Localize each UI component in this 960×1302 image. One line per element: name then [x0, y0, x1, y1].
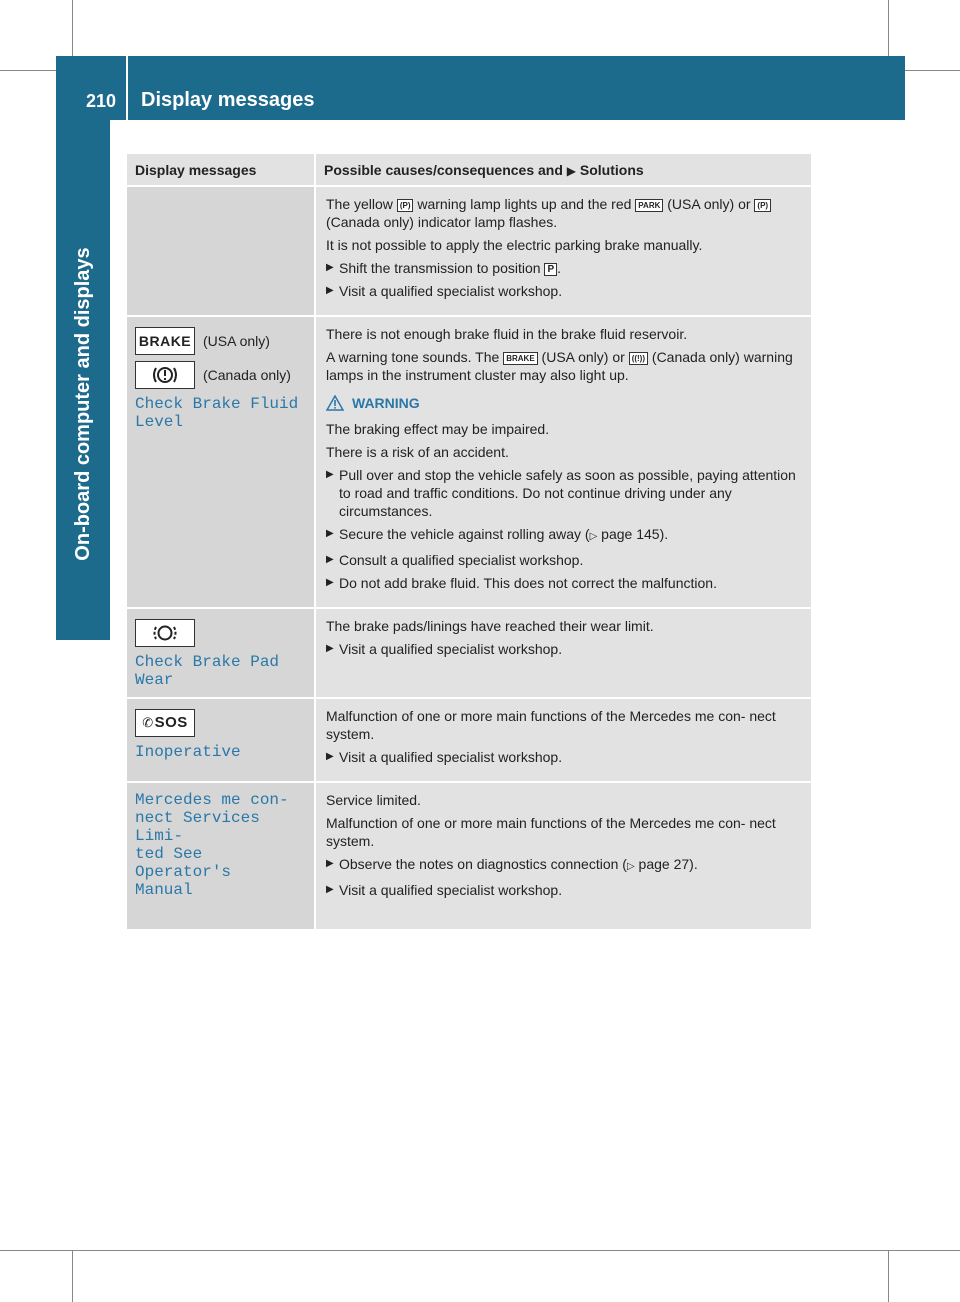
table-row	[127, 608, 811, 698]
text: (Canada only) warning lamps in the instrument cluster may also light up.	[326, 349, 793, 383]
text: .	[557, 260, 561, 276]
text: warning lamp lights up and the red	[417, 196, 632, 212]
brake-pad-symbol-row	[135, 619, 306, 647]
brake-symbol-row	[135, 327, 306, 355]
parking-brake-icon: (P)	[397, 199, 414, 212]
solution-cell	[315, 698, 811, 782]
step-text	[339, 525, 801, 546]
crop-mark	[0, 1250, 960, 1251]
row5-paragraph-1: Service limited.	[326, 792, 421, 808]
display-messages-table	[127, 154, 811, 931]
row4-paragraph-1: Malfunction of one or more main functions of the Mercedes me con- nect system.	[326, 708, 776, 742]
page-reference-link[interactable]: page 27).	[638, 856, 698, 872]
page-reference-link[interactable]: page 145).	[601, 526, 669, 542]
message-text: Check Brake Pad Wear	[135, 653, 280, 689]
step-text	[339, 259, 801, 277]
step-text	[339, 855, 801, 876]
page-number: 210	[86, 91, 117, 111]
step	[326, 574, 801, 592]
solutions-label: Solutions	[579, 161, 644, 178]
solution-cell	[315, 782, 811, 930]
step-arrow-icon: ▶	[326, 262, 334, 273]
text: Secure the vehicle against rolling away (	[339, 526, 590, 542]
column-header-display: Display messages	[127, 154, 315, 186]
message-text: Check Brake Fluid Level	[135, 395, 299, 431]
step-arrow-icon: ▶	[326, 285, 334, 296]
text: The yellow	[326, 196, 393, 212]
text: (USA only) or	[667, 196, 751, 212]
brake-warning-icon	[135, 361, 195, 389]
step-arrow-icon: ▶	[326, 858, 334, 869]
table-row	[127, 186, 811, 316]
row5-paragraph-2: Malfunction of one or more main functions of the Mercedes me con- nect system.	[326, 815, 776, 849]
step-arrow-icon: ▶	[326, 751, 334, 762]
crop-mark	[72, 1250, 73, 1302]
usa-only-label: (USA only)	[203, 333, 270, 349]
step-text: Visit a qualified specialist workshop.	[339, 882, 563, 898]
causes-label: Possible causes/consequences and	[324, 161, 563, 178]
step	[326, 748, 801, 766]
step	[326, 282, 801, 300]
step	[326, 466, 801, 520]
step-arrow-icon: ▶	[326, 884, 334, 895]
warning-heading	[326, 394, 801, 412]
step-arrow-icon: ▶	[326, 554, 334, 565]
canada-only-label: (Canada only)	[203, 367, 291, 383]
crop-mark	[888, 1250, 889, 1302]
step-text: Visit a qualified specialist workshop.	[339, 749, 563, 765]
sos-icon	[135, 709, 195, 737]
message-text: Inoperative	[135, 743, 241, 761]
row1-paragraph	[326, 195, 801, 231]
message-cell	[127, 698, 315, 782]
step	[326, 640, 801, 658]
step-text: Consult a qualified specialist workshop.	[339, 552, 584, 568]
row1-paragraph-2: It is not possible to apply the electric parking brake manually.	[326, 237, 703, 253]
warning-text-2: There is a risk of an accident.	[326, 444, 509, 460]
table-row	[127, 698, 811, 782]
text: A warning tone sounds. The	[326, 349, 500, 365]
message-cell	[127, 608, 315, 698]
step-arrow-icon: ▶	[326, 528, 334, 539]
brake-symbol: BRAKE	[503, 352, 537, 365]
step	[326, 525, 801, 546]
message-cell	[127, 316, 315, 608]
message-text: Mercedes me con‐ nect Services Limi‐ ted See Operator's Manual	[135, 791, 289, 899]
step-arrow-icon: ▶	[326, 643, 334, 654]
step-text: Do not add brake fluid. This does not correct the malfunction.	[339, 575, 717, 591]
table-row	[127, 782, 811, 930]
page-ref-arrow-icon: ▷	[626, 861, 635, 872]
warning-label: WARNING	[352, 395, 420, 411]
solution-cell	[315, 186, 811, 316]
table-row	[127, 316, 811, 608]
spacer	[326, 663, 801, 687]
brake-warning-icon: ((!))	[629, 352, 648, 365]
warning-text-1: The braking effect may be impaired.	[326, 421, 550, 437]
page-ref-arrow-icon: ▷	[589, 531, 598, 542]
message-cell	[127, 782, 315, 930]
solutions-arrow-icon: ▶	[566, 163, 577, 178]
text: (Canada only) indicator lamp flashes.	[326, 214, 558, 230]
brake-symbol: BRAKE	[135, 327, 195, 355]
step	[326, 881, 801, 899]
page-title: Display messages	[141, 89, 315, 111]
row2-paragraph-2	[326, 348, 801, 384]
solution-cell	[315, 608, 811, 698]
brake-pad-wear-icon	[135, 619, 195, 647]
step	[326, 551, 801, 569]
row3-paragraph-1: The brake pads/linings have reached their wear limit.	[326, 618, 654, 634]
step-text: Visit a qualified specialist workshop.	[339, 641, 563, 657]
step	[326, 855, 801, 876]
gear-p-symbol: P	[544, 263, 557, 276]
text: (USA only) or	[541, 349, 625, 365]
text: Shift the transmission to position	[339, 260, 541, 276]
warning-triangle-icon	[326, 395, 344, 411]
table-header-row	[127, 154, 811, 186]
solution-cell	[315, 316, 811, 608]
step-text: Pull over and stop the vehicle safely as soon as possible, paying attention to road and traffic conditions. Do not continue driving under any circumstances.	[339, 467, 796, 519]
row2-paragraph-1: There is not enough brake fluid in the brake fluid reservoir.	[326, 326, 688, 342]
phone-icon: ✆	[142, 715, 154, 730]
step-arrow-icon: ▶	[326, 577, 334, 588]
park-symbol: PARK	[635, 199, 663, 212]
crop-mark	[888, 0, 889, 56]
header-divider	[126, 56, 128, 120]
step-text: Visit a qualified specialist workshop.	[339, 283, 563, 299]
parking-brake-icon: (P)	[754, 199, 771, 212]
text: Observe the notes on diagnostics connection (	[339, 856, 627, 872]
message-cell	[127, 186, 315, 316]
side-tab-label: On-board computer and displays	[72, 247, 94, 561]
sos-label: SOS	[154, 714, 188, 731]
sos-symbol-row	[135, 709, 306, 737]
step-arrow-icon: ▶	[326, 469, 334, 480]
brake-warning-symbol-row	[135, 361, 306, 389]
crop-mark	[72, 0, 73, 56]
step	[326, 259, 801, 277]
column-header-causes	[315, 154, 811, 186]
